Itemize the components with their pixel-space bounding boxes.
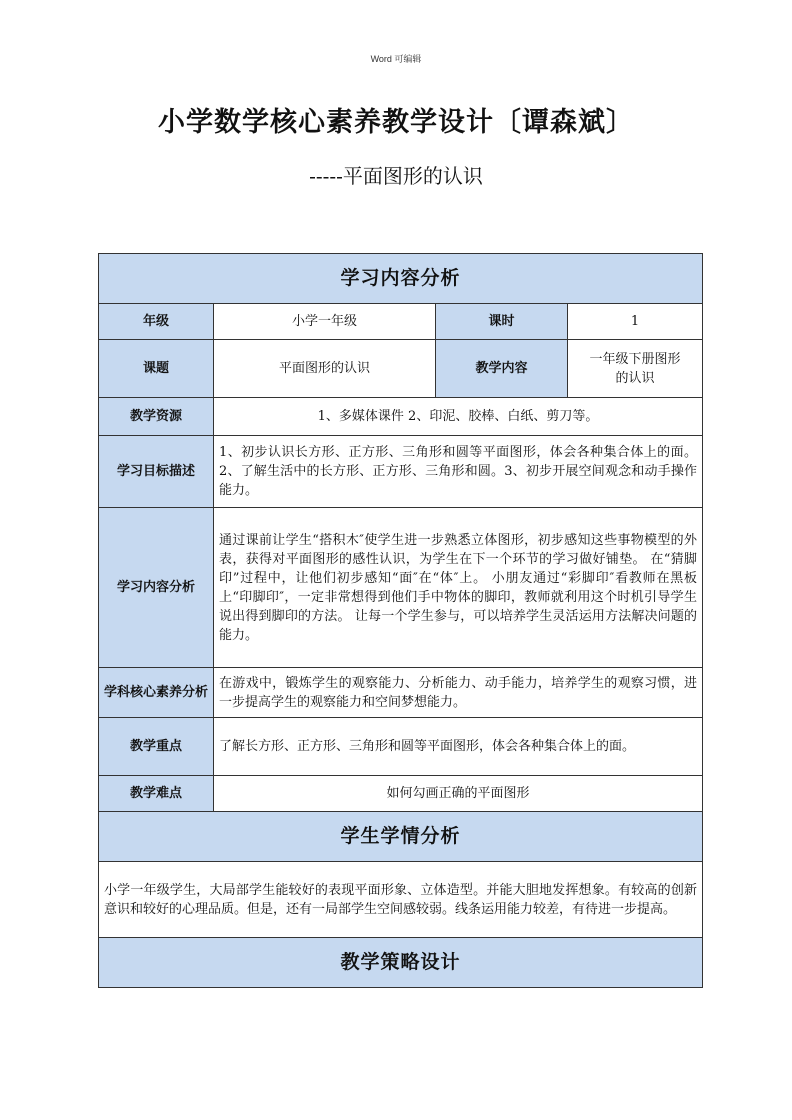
content-value: 一年级下册图形的认识 (568, 340, 703, 398)
resources-value: 1、多媒体课件 2、印泥、胶棒、白纸、剪刀等。 (214, 398, 703, 436)
hours-label: 课时 (436, 304, 568, 340)
section-heading-content-analysis: 学习内容分析 (99, 254, 703, 304)
core-literacy-label: 学科核心素养分析 (99, 668, 214, 718)
grade-label: 年级 (99, 304, 214, 340)
student-analysis-body: 小学一年级学生，大局部学生能较好的表现平面形象、立体造型。并能大胆地发挥想象。有较高的创新意识和较好的心理品质。但是，还有一局部学生空间感较弱。线条运用能力较差，有待进一步提高。 (99, 862, 703, 938)
resources-label: 教学资源 (99, 398, 214, 436)
goals-value: 1、初步认识长方形、正方形、三角形和圆等平面图形，体会各种集合体上的面。 2、了解生活中的长方形、正方形、三角形和圆。3、初步开展空间观念和动手操作能力。 (214, 436, 703, 508)
goals-label: 学习目标描述 (99, 436, 214, 508)
core-literacy-value: 在游戏中，锻炼学生的观察能力、分析能力、动手能力，培养学生的观察习惯，进一步提高学生的观察能力和空间梦想能力。 (214, 668, 703, 718)
document-title: 小学数学核心素养教学设计〔谭森斌〕 (158, 107, 634, 138)
analysis-value: 通过课前让学生“搭积木″使学生进一步熟悉立体图形，初步感知这些事物模型的外表，获得对平面图形的感性认识，为学生在下一个环节的学习做好铺垫。 在“猜脚印”过程中，让他们初步感知“面″在“体″上。 小朋友通过“彩脚印″看教师在黑板上“印脚印″，一定非常想得到他们手中物体的脚印，教师就利用这个时机引导学生说出得到脚印的方法。 让每一个学生参与，可以培养学生灵活运用方法解决问题的能力。 (214, 508, 703, 668)
section-heading-student-analysis: 学生学情分析 (99, 812, 703, 862)
key-point-label: 教学重点 (99, 718, 214, 776)
analysis-label: 学习内容分析 (99, 508, 214, 668)
content-label: 教学内容 (436, 340, 568, 398)
difficulty-label: 教学难点 (99, 776, 214, 812)
header-note: Word 可编辑 (370, 54, 422, 64)
lesson-plan-table (98, 253, 703, 988)
difficulty-value: 如何勾画正确的平面图形 (214, 776, 703, 812)
topic-value: 平面图形的认识 (214, 340, 436, 398)
document-subtitle: -----平面图形的认识 (309, 164, 483, 188)
section-heading-teaching-strategy: 教学策略设计 (99, 938, 703, 988)
hours-value: 1 (568, 304, 703, 340)
topic-label: 课题 (99, 340, 214, 398)
grade-value: 小学一年级 (214, 304, 436, 340)
key-point-value: 了解长方形、正方形、三角形和圆等平面图形，体会各种集合体上的面。 (214, 718, 703, 776)
